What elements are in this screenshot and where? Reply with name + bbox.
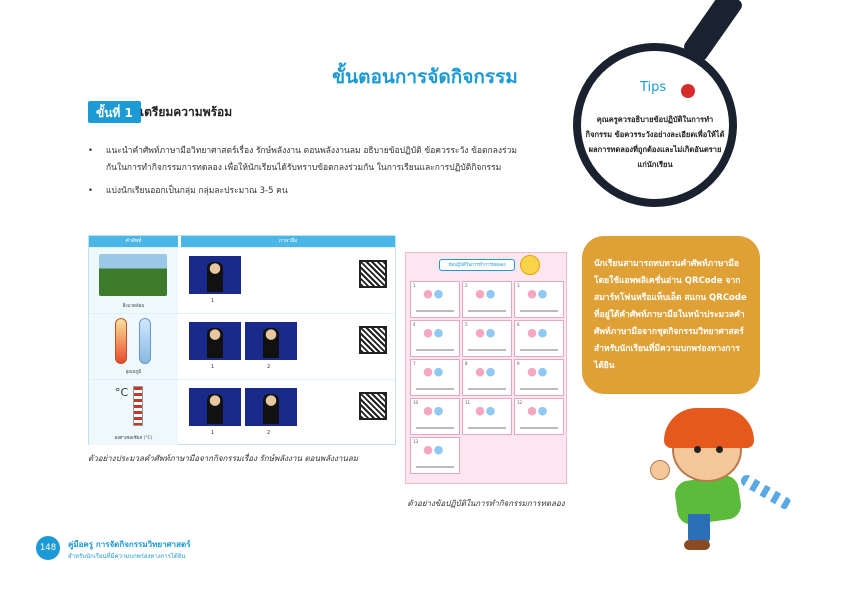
rules-card-number: 6 <box>517 322 520 327</box>
qr-code-icon[interactable] <box>359 392 387 420</box>
sign-number: 1 <box>211 298 215 304</box>
rules-card-number: 2 <box>465 283 468 288</box>
sign-number: 1 <box>211 364 215 370</box>
mascot-arm <box>739 473 793 511</box>
sign-video[interactable] <box>189 388 241 426</box>
rules-card <box>410 320 460 357</box>
sign-video[interactable] <box>245 322 297 360</box>
table-row <box>89 313 395 379</box>
sign-cell <box>181 248 395 313</box>
rules-card-number: 4 <box>413 322 416 327</box>
tips-title: Tips <box>640 80 667 95</box>
rules-caption: ตัวอย่างข้อปฏิบัติในการทำกิจกรรมการทดลอง <box>407 499 565 508</box>
rules-card-grid <box>410 281 564 474</box>
rules-card-number: 5 <box>465 322 468 327</box>
term-cell <box>89 314 178 379</box>
rules-card-number: 11 <box>465 400 471 405</box>
rules-card <box>410 437 460 474</box>
mascot-eye <box>716 446 723 453</box>
list-item: • แบ่งนักเรียนออกเป็นกลุ่ม กลุ่มละประมาณ 3-5 คน <box>88 183 518 200</box>
sign-video[interactable] <box>189 322 241 360</box>
vocab-table-header <box>89 236 395 247</box>
term-label: สิ่งแวดล้อม <box>122 304 145 309</box>
rules-card <box>462 281 512 318</box>
rules-card-number: 10 <box>413 400 419 405</box>
rules-card-number: 7 <box>413 361 416 366</box>
rules-card <box>462 359 512 396</box>
thermometer-hot-icon <box>115 318 127 364</box>
experiment-rules-panel <box>405 252 567 484</box>
rules-card <box>514 281 564 318</box>
thermometer-scale-icon <box>133 386 143 426</box>
qr-code-icon[interactable] <box>359 326 387 354</box>
forest-image <box>99 254 167 296</box>
term-label: องศาเซลเซียส (°C) <box>114 436 153 441</box>
rules-card <box>514 398 564 435</box>
rules-card <box>410 359 460 396</box>
mascot-eye <box>694 446 701 453</box>
table-row <box>89 247 395 313</box>
sign-cell <box>181 380 395 445</box>
vocab-table <box>88 235 396 445</box>
instruction-list <box>88 143 518 206</box>
speech-bubble-text: นักเรียนสามารถทบทวนคำศัพท์ภาษามือ โดยใช้แอพพลิเคชั่นอ่าน QRCode จากสมาร์ทโฟนหรือแท็บเล็ต สแกน QRCode ที่อยู่ใต้คำศัพท์ภาษามือในหน้าประมวลคำศัพท์ภาษามือจากชุดกิจกรรมวิทยาศาสตร์สำหรับนักเรียนที่มีความบกพร่องทางการได้ยิน <box>594 259 747 371</box>
term-cell <box>89 380 178 445</box>
mascot-hair <box>664 408 754 448</box>
rules-card-number: 9 <box>517 361 520 366</box>
term-cell <box>89 248 178 313</box>
footer-subtitle: สำหรับนักเรียนที่มีความบกพร่องทางการได้ยิน <box>68 553 186 560</box>
table-row <box>89 379 395 445</box>
rules-panel-title: ข้อปฏิบัติในการทำการทดลอง <box>439 259 515 271</box>
sign-video[interactable] <box>189 256 241 294</box>
mascot-shoe <box>684 540 710 550</box>
vocab-caption: ตัวอย่างประมวลคำศัพท์ภาษามือจากกิจกรรมเรื่อง รักษ์พลังงาน ตอนพลังงานลม <box>88 454 359 463</box>
rules-card-number: 3 <box>517 283 520 288</box>
sign-number: 2 <box>267 364 271 370</box>
sign-number: 1 <box>211 430 215 436</box>
page-title: ขั้นตอนการจัดกิจกรรม <box>332 66 518 88</box>
pushpin-icon <box>681 84 695 98</box>
term-label: อุณหภูมิ <box>125 370 142 375</box>
rules-card-number: 1 <box>413 283 416 288</box>
rules-card <box>462 320 512 357</box>
qr-code-icon[interactable] <box>359 260 387 288</box>
sign-video[interactable] <box>245 388 297 426</box>
header-term: คำศัพท์ <box>89 236 178 247</box>
rules-card-number: 12 <box>517 400 523 405</box>
sign-cell <box>181 314 395 379</box>
rules-card <box>462 398 512 435</box>
sign-number: 2 <box>267 430 271 436</box>
celsius-symbol: °C <box>115 386 129 399</box>
tips-text: คุณครูควรอธิบายข้อปฏิบัติในการทำกิจกรรม ข้อควรระวังอย่างละเอียดเพื่อให้ได้ผลการทดลองที่ถูกต้องและไม่เกิดอันตรายแก่นักเรียน <box>585 115 725 169</box>
rules-card-number: 8 <box>465 361 468 366</box>
thermometer-cold-icon <box>139 318 151 364</box>
mascot-icon <box>520 255 540 275</box>
step-title: เตรียมความพร้อม <box>140 105 233 119</box>
step-badge: ขั้นที่ 1 <box>88 101 141 123</box>
rules-card <box>514 320 564 357</box>
footer-title: คู่มือครู การจัดกิจกรรมวิทยาศาสตร์ <box>68 540 191 549</box>
page-number: 148 <box>36 536 60 560</box>
rules-card <box>410 281 460 318</box>
rules-card-number: 13 <box>413 439 419 444</box>
rules-card <box>514 359 564 396</box>
list-item: • แนะนำคำศัพท์ภาษามือวิทยาศาสตร์เรื่อง รักษ์พลังงาน ตอนพลังงานลม อธิบายข้อปฏิบัติ ข้อควรระวัง ข้อตกลงร่วมกันในการทำกิจกรรมการทดลอง เพื่อให้นักเรียนได้รับทราบข้อตกลงร่วมกัน ในการเรียนและการปฏิบัติกิจกรรม <box>88 143 518 177</box>
header-sign: ภาษามือ <box>181 236 395 247</box>
rules-card <box>410 398 460 435</box>
mascot-thumbs-up-hand <box>650 460 670 480</box>
